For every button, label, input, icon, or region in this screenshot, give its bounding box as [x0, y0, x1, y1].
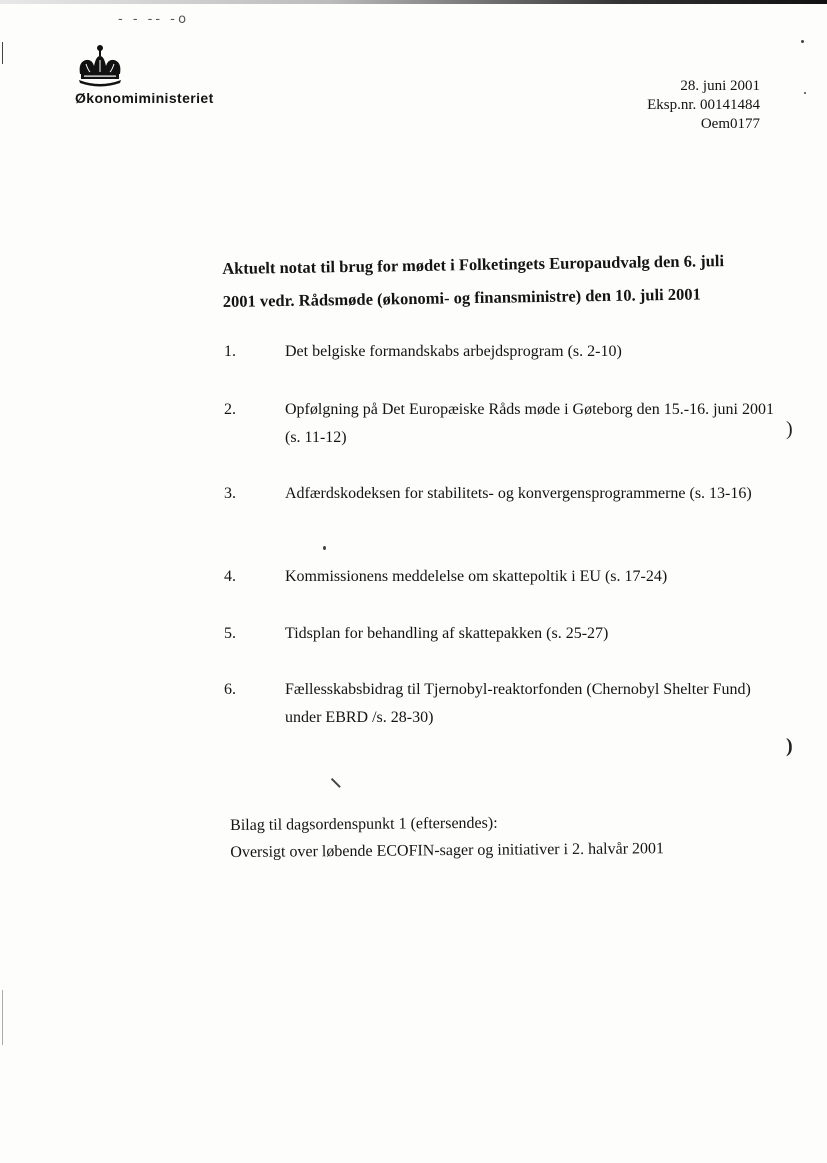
agenda-number: 1.: [224, 343, 236, 360]
agenda-text: Tidsplan for behandling af skattepakken (s. 25-27): [285, 625, 609, 642]
agenda-number: 3.: [224, 485, 236, 502]
title-line: 2001 vedr. Rådsmøde (økonomi- og finansministre) den 10. juli 2001: [222, 284, 701, 311]
agenda-number: 2.: [224, 401, 236, 418]
scan-mark-paren: ): [786, 735, 793, 757]
agenda-text: Fællesskabsbidrag til Tjernobyl-reaktorfonden (Chernobyl Shelter Fund) under EBRD /s. 28-30): [285, 681, 751, 726]
scan-speck: [331, 778, 341, 788]
scan-edge-mark: [804, 92, 806, 94]
scan-edge-mark: [2, 42, 3, 64]
ministry-name: Økonomiministeriet: [75, 90, 214, 106]
agenda-number: 4.: [224, 568, 236, 585]
reference-number: Eksp.nr. 00141484: [647, 97, 760, 113]
scan-edge-mark: [2, 990, 3, 1045]
document-code: Oem0177: [700, 116, 760, 132]
enclosure-text: Oversigt over løbende ECOFIN-sager og initiativer i 2. halvår 2001: [230, 840, 665, 861]
crown-icon: [76, 44, 124, 90]
scan-speck: [323, 546, 326, 550]
enclosure-section: [230, 808, 664, 866]
title-line: Aktuelt notat til brug for mødet i Folketingets Europaudvalg den 6. juli: [222, 251, 725, 278]
agenda-text: Opfølgning på Det Europæiske Råds møde i Gøteborg den 15.-16. juni 2001 (s. 11-12): [285, 401, 774, 446]
document-date: 28. juni 2001: [680, 78, 760, 94]
agenda-text: Kommissionens meddelelse om skattepoltik i EU (s. 17-24): [285, 568, 668, 585]
top-margin-mark: - - -- -o: [118, 12, 190, 27]
agenda-number: 5.: [224, 625, 236, 642]
document-meta: [647, 77, 760, 134]
agenda-number: 6.: [224, 681, 236, 698]
scan-mark-paren: ): [786, 418, 793, 440]
enclosure-heading: Bilag til dagsordenspunkt 1 (eftersendes):: [230, 814, 498, 834]
agenda-text: Adfærdskodeksen for stabilitets- og konvergensprogrammerne (s. 13-16): [285, 485, 752, 502]
scan-edge-mark: [801, 40, 804, 43]
page-title: [222, 243, 778, 318]
agenda-text: Det belgiske formandskabs arbejdsprogram (s. 2-10): [285, 343, 622, 360]
scan-top-border: [0, 0, 827, 4]
